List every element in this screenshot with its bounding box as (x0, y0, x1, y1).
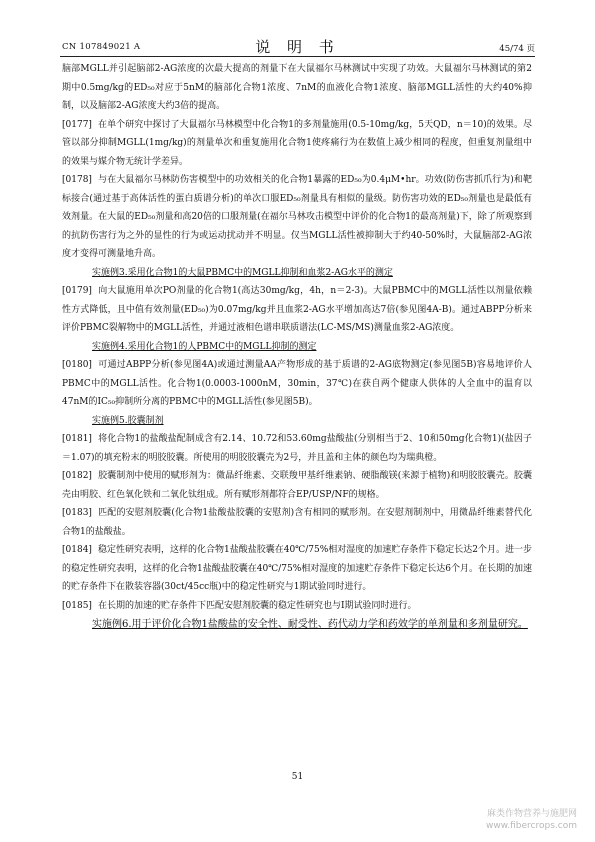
paragraph-number: [0179] (62, 286, 92, 296)
document-body (62, 60, 532, 635)
paragraph-number: [0177] (62, 119, 92, 130)
paragraph-number: [0184] (62, 545, 92, 555)
paragraph-0182 (62, 467, 532, 504)
watermark (486, 808, 577, 832)
paragraph-text: 向大鼠施用单次PO剂量的化合物1(高达30mg/kg，4h，n＝2-3)。大鼠PBMC中的MGLL活性以剂量依赖性方式降低，且中值有效剂量(ED₅₀)为0.07mg/kg并且血浆2-AG水平增加高达7倍(参见图4A-B)。通过ABPP分析来评价PBMC裂解物中的MGLL活性，并通过液相色谱串联质谱法(LC-MS/MS)测量血浆2-AG浓度。 (62, 286, 532, 333)
paragraph-0181 (62, 430, 532, 467)
paragraph-text: 将化合物1的盐酸盐配制成含有2.14、10.72和53.60mg盐酸盐(分别相当于2、10和50mg化合物1)(盐因子＝1.07)的填充粉末的明胶胶囊。所使用的明胶胶囊壳为2号，并且盖和主体的颜色均为瑞典橙。 (62, 434, 532, 463)
paragraph-0177 (62, 116, 532, 172)
document-title: 说 明 书 (255, 38, 340, 56)
paragraph-text: 在单个研究中探讨了大鼠福尔马林模型中化合物1的多剂量施用(0.5-10mg/kg，5天QD，n＝10)的效果。尽管以部分抑制MGLL(1mg/kg)的剂量单次和重复施用化合物1使疼痛行为在数值上减少相同的程度，但重复剂量组中的效果与媒介物无统计学差异。 (62, 119, 532, 167)
paragraph-continued: 脑部MGLL并引起脑部2-AG浓度的次最大提高的剂量下在大鼠福尔马林测试中实现了功效。大鼠福尔马林测试的第2期中0.5mg/kg的ED₅₀对应于5nM的脑部化合物1浓度、7nM的血液化合物1浓度、脑部MGLL活性的大约40%抑制，以及脑部2-AG浓度大约3倍的提高。 (62, 64, 532, 111)
section-heading-example-3: 实施例3.采用化合物1的大鼠PBMC中的MGLL抑制和血浆2-AG水平的测定 (92, 267, 393, 278)
paragraph-text: 匹配的安慰剂胶囊(化合物1盐酸盐胶囊的安慰剂)含有相同的赋形剂。在安慰剂制剂中，用微晶纤维素替代化合物1的盐酸盐。 (62, 508, 532, 537)
paragraph-text: 在长期的加速的贮存条件下匹配安慰剂胶囊的稳定性研究也与I期试验同时进行。 (98, 600, 417, 611)
paragraph-number: [0181] (62, 434, 92, 444)
paragraph-text: 与在大鼠福尔马林防伤害模型中的功效相关的化合物1暴露的ED₅₀为0.4μM•hr。功效(防伤害抓爪行为)和靶标接合(通过基于高体活性的蛋白质谱分析)的单次口服ED₅₀剂量具有相似的量级。防伤害功效的ED₅₀剂量也是最低有效剂量。在大鼠的ED₅₀剂量和高20倍的口服剂量(在福尔马林攻击模型中评价的化合物1的最高剂量)下，除了所观察到的抗防伤害行为之外的显性的行为或运动扰动并不明显。仅当MGLL活性被抑制大于约40-50%时，大鼠脑部2-AG浓度才变得可测量地升高。 (62, 175, 532, 259)
paragraph-text: 可通过ABPP分析(参见图4A)或通过测量AA产物形成的基于质谱的2-AG底物测定(参见图5B)容易地评价人PBMC中的MGLL活性。化合物1(0.0003-1000nM，30min，37℃)在获自两个健康人供体的人全血中的温育以47nM的IC₅₀抑制所分离的PBMC中的MGLL活性(参见图5B)。 (62, 360, 532, 407)
paragraph-0180 (62, 356, 532, 412)
section-heading-example-5: 实施例5.胶囊制剂 (92, 415, 164, 426)
patent-number: CN 107849021 A (62, 42, 141, 52)
paragraph-number: [0178] (62, 175, 92, 185)
paragraph-number: [0180] (62, 360, 92, 370)
watermark-url: www.fibercrops.com (486, 821, 577, 831)
paragraph-0183 (62, 504, 532, 541)
paragraph-number: [0182] (62, 471, 92, 481)
section-heading-example-4: 实施例4.采用化合物1的人PBMC中的MGLL抑制的测定 (92, 341, 317, 352)
page-indicator: 45/74 页 (499, 44, 535, 54)
paragraph-0185 (62, 597, 532, 616)
paragraph-0184 (62, 541, 532, 597)
section-heading-example-6: 实施例6.用于评价化合物1盐酸盐的安全性、耐受性、药代动力学和药效学的单剂量和多剂量研究。 (92, 619, 528, 630)
header-divider (60, 56, 535, 57)
paragraph-0179 (62, 282, 532, 338)
paragraph-0178 (62, 171, 532, 264)
paragraph-text: 胶囊制剂中使用的赋形剂为：微晶纤维素、交联羧甲基纤维素钠、硬脂酸镁(来源于植物)和明胶胶囊壳。胶囊壳由明胶、红色氧化铁和二氧化钛组成。所有赋形剂都符合EP/USP/NF的规格。 (62, 471, 532, 500)
watermark-title: 麻类作物营养与施肥网 (486, 809, 577, 819)
paragraph-text: 稳定性研究表明，这样的化合物1盐酸盐胶囊在40℃/75%相对湿度的加速贮存条件下稳定长达2个月。进一步的稳定性研究表明，这样的化合物1盐酸盐胶囊在40℃/75%相对湿度的加速贮存条件下稳定长达6个月。在长期的加速的贮存条件下在散装容器(30ct/45cc瓶)中的稳定性研究与1期试验同时进行。 (62, 545, 533, 592)
paragraph-number: [0183] (62, 508, 92, 518)
paragraph-number: [0185] (62, 600, 92, 611)
page-number: 51 (291, 772, 304, 782)
